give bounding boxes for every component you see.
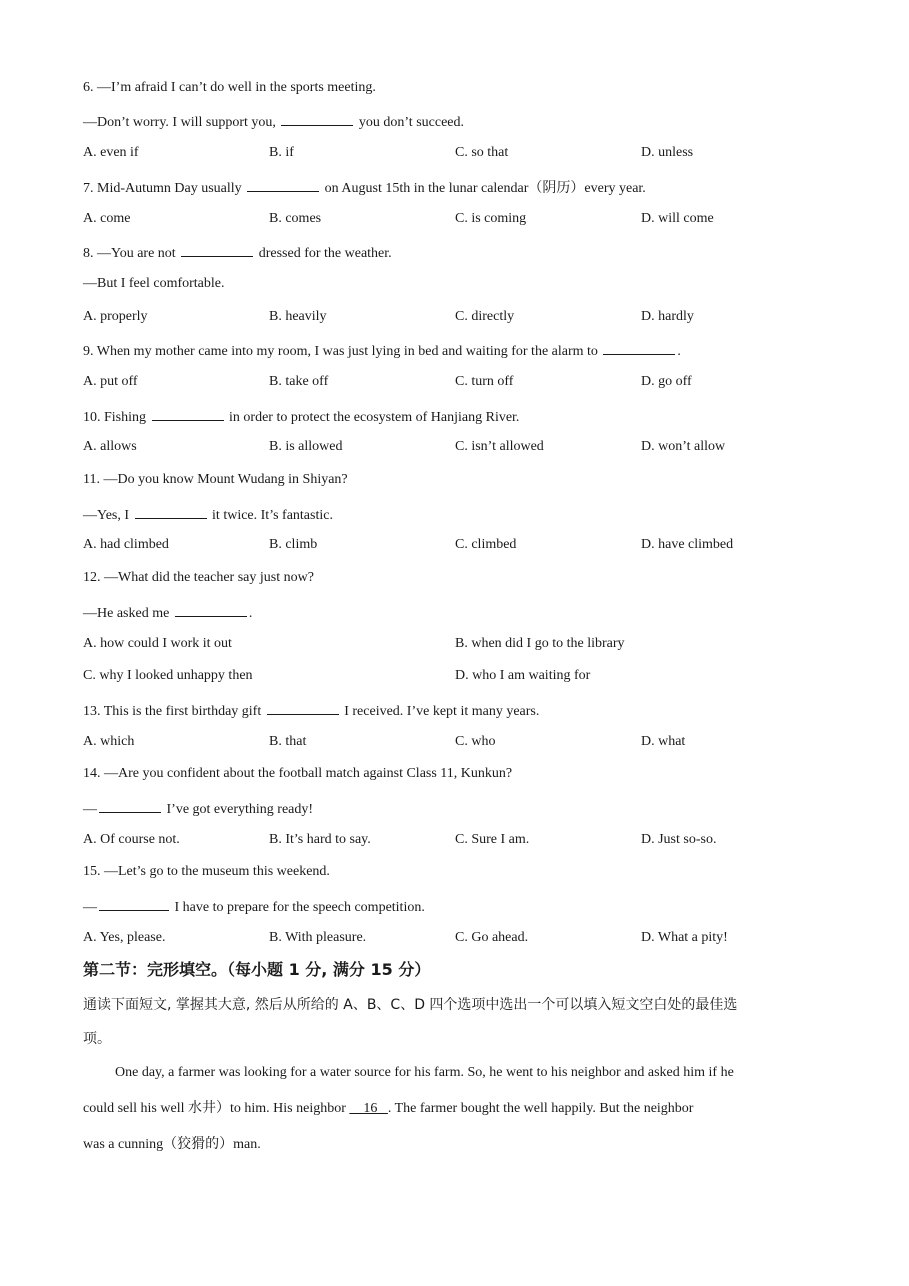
question-11-reply: —Yes, I it twice. It’s fantastic. (83, 504, 333, 525)
option-b: B. that (269, 734, 307, 749)
section-instruction: 通读下面短文, 掌握其大意, 然后从所给的 A、B、C、D 四个选项中选出一个可以填入短文空白处的最佳选 (83, 997, 738, 1013)
option-a: A. how could I work it out (83, 636, 232, 651)
answer-blank (99, 798, 161, 813)
option-c: C. isn’t allowed (455, 439, 544, 454)
option-a: A. had climbed (83, 537, 169, 552)
question-14: 14. —Are you confident about the football match against Class 11, Kunkun? (83, 766, 513, 781)
question-6-reply: —Don’t worry. I will support you, you don’t succeed. (83, 111, 464, 132)
option-a: A. properly (83, 309, 148, 324)
question-8-reply: —But I feel comfortable. (83, 276, 225, 291)
answer-blank (135, 504, 207, 519)
option-d: D. who I am waiting for (455, 668, 591, 683)
option-d: D. will come (641, 211, 714, 226)
option-b: B. take off (269, 374, 329, 389)
option-b: B. It’s hard to say. (269, 832, 371, 847)
option-a: A. put off (83, 374, 138, 389)
option-d: D. have climbed (641, 537, 734, 552)
option-d: D. won’t allow (641, 439, 726, 454)
passage-line-2: could sell his well 水井）to him. His neighbor 16 . The farmer bought the well happily. But the neighbor (83, 1101, 694, 1116)
option-b: B. heavily (269, 309, 327, 324)
option-d: D. Just so-so. (641, 832, 717, 847)
answer-blank (181, 242, 253, 257)
answer-blank (281, 111, 353, 126)
option-d: D. unless (641, 145, 694, 160)
option-b: B. With pleasure. (269, 930, 367, 945)
option-a: A. come (83, 211, 131, 226)
passage-line-3: was a cunning（狡猾的）man. (83, 1137, 261, 1152)
answer-blank (99, 896, 169, 911)
passage-line-1: One day, a farmer was looking for a water source for his farm. So, he went to his neighbor and asked him if he (115, 1065, 734, 1080)
option-b: B. if (269, 145, 294, 160)
option-c: C. climbed (455, 537, 517, 552)
option-b: B. when did I go to the library (455, 636, 625, 651)
answer-blank (175, 602, 247, 617)
option-b: B. comes (269, 211, 322, 226)
question-11: 11. —Do you know Mount Wudang in Shiyan? (83, 472, 348, 487)
option-b: B. climb (269, 537, 318, 552)
question-12: 12. —What did the teacher say just now? (83, 570, 314, 585)
option-d: D. what (641, 734, 686, 749)
question-15: 15. —Let’s go to the museum this weekend. (83, 864, 330, 879)
option-c: C. turn off (455, 374, 514, 389)
question-14-reply: — I’ve got everything ready! (83, 798, 313, 819)
option-c: C. Sure I am. (455, 832, 530, 847)
option-c: C. why I looked unhappy then (83, 668, 253, 683)
option-b: B. is allowed (269, 439, 343, 454)
question-12-reply: —He asked me . (83, 602, 252, 623)
option-c: C. who (455, 734, 496, 749)
option-d: D. hardly (641, 309, 694, 324)
option-a: A. even if (83, 145, 139, 160)
option-c: C. Go ahead. (455, 930, 529, 945)
question-10: 10. Fishing in order to protect the ecosystem of Hanjiang River. (83, 406, 519, 427)
section-instruction-cont: 项。 (83, 1031, 111, 1047)
option-d: D. go off (641, 374, 692, 389)
section-title: 第二节：完形填空。（每小题 1 分, 满分 15 分） (83, 960, 431, 979)
option-c: C. is coming (455, 211, 527, 226)
question-8: 8. —You are not dressed for the weather. (83, 242, 392, 263)
question-9: 9. When my mother came into my room, I was just lying in bed and waiting for the alarm to . (83, 340, 681, 361)
option-d: D. What a pity! (641, 930, 728, 945)
option-c: C. directly (455, 309, 515, 324)
option-a: A. allows (83, 439, 137, 454)
option-c: C. so that (455, 145, 509, 160)
option-a: A. Yes, please. (83, 930, 166, 945)
answer-blank (152, 406, 224, 421)
answer-blank (247, 177, 319, 192)
question-7: 7. Mid-Autumn Day usually on August 15th in the lunar calendar（阴历）every year. (83, 177, 646, 198)
cloze-blank-16: 16 (363, 1101, 378, 1116)
answer-blank (603, 340, 675, 355)
option-a: A. which (83, 734, 135, 749)
answer-blank (267, 700, 339, 715)
question-6: 6. —I’m afraid I can’t do well in the sports meeting. (83, 80, 376, 95)
question-15-reply: — I have to prepare for the speech competition. (83, 896, 425, 917)
question-13: 13. This is the first birthday gift I received. I’ve kept it many years. (83, 700, 539, 721)
option-a: A. Of course not. (83, 832, 180, 847)
